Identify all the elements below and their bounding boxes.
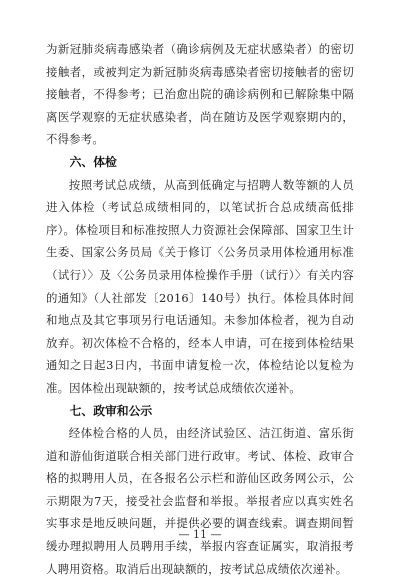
paragraph-quarantine-rules: 为新冠肺炎病毒感染者（确诊病例及无症状感染者）的密切接触者，或被判定为新冠肺炎病毒感染者密切接触者的密切接触者，不得参考；已治愈出院的确诊病例和已解除集中隔离医学观察的无症状感染者，尚在随访及医学观察期内的，不得参考。 — [46, 42, 354, 147]
section-heading-physical-exam: 六、体检 — [69, 154, 117, 169]
paragraph-physical-exam: 按照考试总成绩，从高到低确定与招聘人数等额的人员进入体检（考试总成绩相同的，以笔试折合总成绩高低排序）。体检项目和标准按照人力资源社会保障部、国家卫生计生委、国家公务员局《关于修订〈公务员录用体检通用标准（试行）〉及〈公务员录用体检操作手册（试行）〉有关内容的通知》（人社部发〔2016〕140号）执行。体检具体时间和地点及其它事项另行电话通知。未参加体检者，视为自动放弃。初次体检不合格的，经本人申请，可在接到体检结果通知之日起3日内，书面申请复检一次，体检结论以复检为准。因体检出现缺额的，按考试总成绩依次递补。 — [46, 177, 354, 395]
paragraph-political-review: 经体检合格的人员，由经济试验区、洁江街道、富乐街道和游仙街道联合相关部门进行政审。考试、体检、政审合格的拟聘用人员，在各报名公示栏和游仙区政务网公示，公示期限为7天，接受社会监督和举报。举报者应以真实姓名实事求是地反映问题，并提供必要的调查线索。调查期间暂缓办理拟聘用人员聘用手续，举报内容查证属实，取消报考人聘用资格。取消后出现缺额的，按考试总成绩依次递补。 — [46, 426, 354, 576]
section-heading-political-review: 七、政审和公示 — [69, 403, 153, 418]
page-number: — 11 — — [178, 528, 222, 541]
